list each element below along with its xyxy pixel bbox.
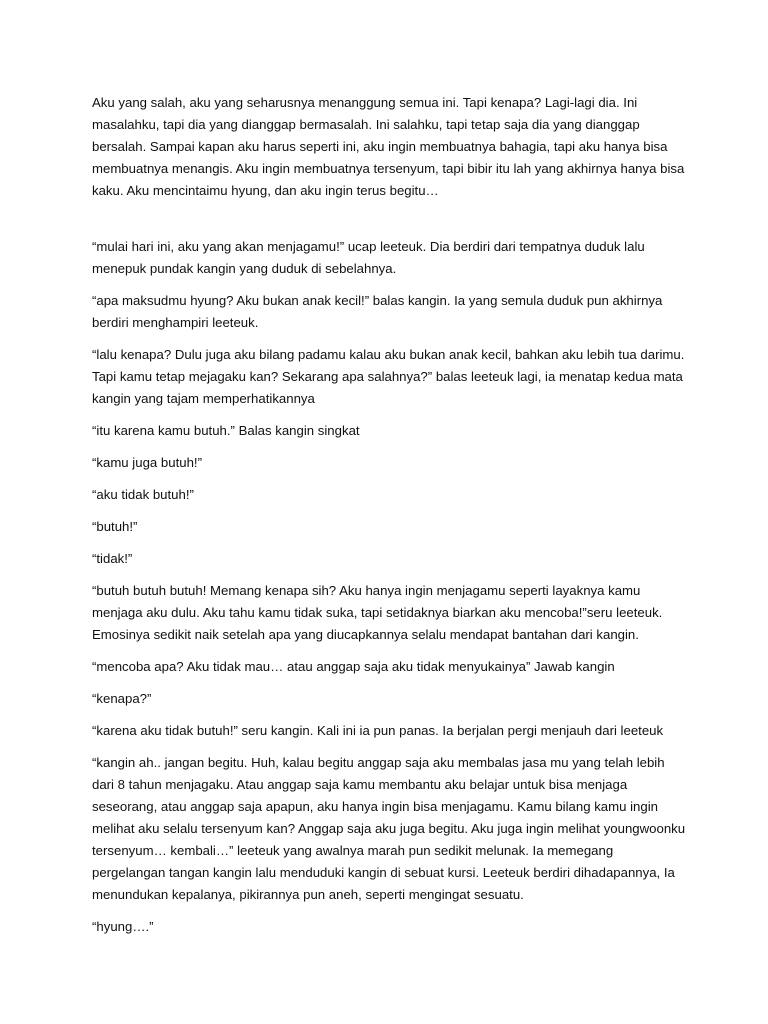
story-paragraph: “mencoba apa? Aku tidak mau… atau anggap saja aku tidak menyukainya” Jawab kangin <box>92 659 615 674</box>
story-paragraph: “itu karena kamu butuh.” Balas kangin singkat <box>92 423 360 438</box>
story-paragraph: “kangin ah.. jangan begitu. Huh, kalau begitu anggap saja aku membalas jasa mu yang telah lebih dari 8 tahun menjagaku. Atau anggap saja kamu membantu aku belajar untuk bisa menjaga seseorang, atau anggap saja apapun, aku hanya ingin bisa menjagamu. Kamu bilang kamu ingin melihat aku selalu tersenyum kan? Anggap saja aku juga begitu. Aku juga ingin melihat youngwoonku tersenyum… kembali…” leeteuk yang awalnya marah pun sedikit melunak. Ia memegang pergelangan tangan kangin lalu menduduki kangin di sebuat kursi. Leeteuk berdiri dihadapannya, Ia menundukan kepalanya, pikirannya pun aneh, seperti mengingat sesuatu. <box>92 755 686 902</box>
story-paragraph: “mulai hari ini, aku yang akan menjagamu!” ucap leeteuk. Dia berdiri dari tempatnya duduk lalu menepuk pundak kangin yang duduk di sebelahnya. <box>92 239 645 276</box>
story-paragraph: “hyung….” <box>92 919 154 934</box>
story-paragraph: “kenapa?” <box>92 691 152 706</box>
story-paragraph: “butuh!” <box>92 519 138 534</box>
story-paragraph: “lalu kenapa? Dulu juga aku bilang padamu kalau aku bukan anak kecil, bahkan aku lebih tua darimu. Tapi kamu tetap mejagaku kan? Sekarang apa salahnya?” balas leeteuk lagi, ia menatap kedua mata kangin yang tajam memperhatikannya <box>92 347 685 406</box>
story-paragraph: “butuh butuh butuh! Memang kenapa sih? Aku hanya ingin menjagamu seperti layaknya kamu menjaga aku dulu. Aku tahu kamu tidak suka, tapi setidaknya biarkan aku mencoba!”seru leeteuk. Emosinya sedikit naik setelah apa yang diucapkannya selalu mendapat bantahan dari kangin. <box>92 583 663 642</box>
paragraph-gap <box>92 202 688 236</box>
story-paragraph: “aku tidak butuh!” <box>92 487 194 502</box>
story-paragraph: “tidak!” <box>92 551 133 566</box>
intro-paragraph: Aku yang salah, aku yang seharusnya menanggung semua ini. Tapi kenapa? Lagi-lagi dia. Ini masalahku, tapi dia yang dianggap bermasalah. Ini salahku, tapi tetap saja dia yang dianggap bersalah. Sampai kapan aku harus seperti ini, aku ingin membuatnya bahagia, tapi aku hanya bisa membuatnya menangis. Aku ingin membuatnya tersenyum, tapi bibir itu lah yang akhirnya hanya bisa kaku. Aku mencintaimu hyung, dan aku ingin terus begitu… <box>92 95 685 198</box>
story-paragraph: “apa maksudmu hyung? Aku bukan anak kecil!” balas kangin. Ia yang semula duduk pun akhirnya berdiri menghampiri leeteuk. <box>92 293 663 330</box>
story-paragraph: “karena aku tidak butuh!” seru kangin. Kali ini ia pun panas. Ia berjalan pergi menjauh dari leeteuk <box>92 723 664 738</box>
story-paragraph: “kamu juga butuh!” <box>92 455 202 470</box>
